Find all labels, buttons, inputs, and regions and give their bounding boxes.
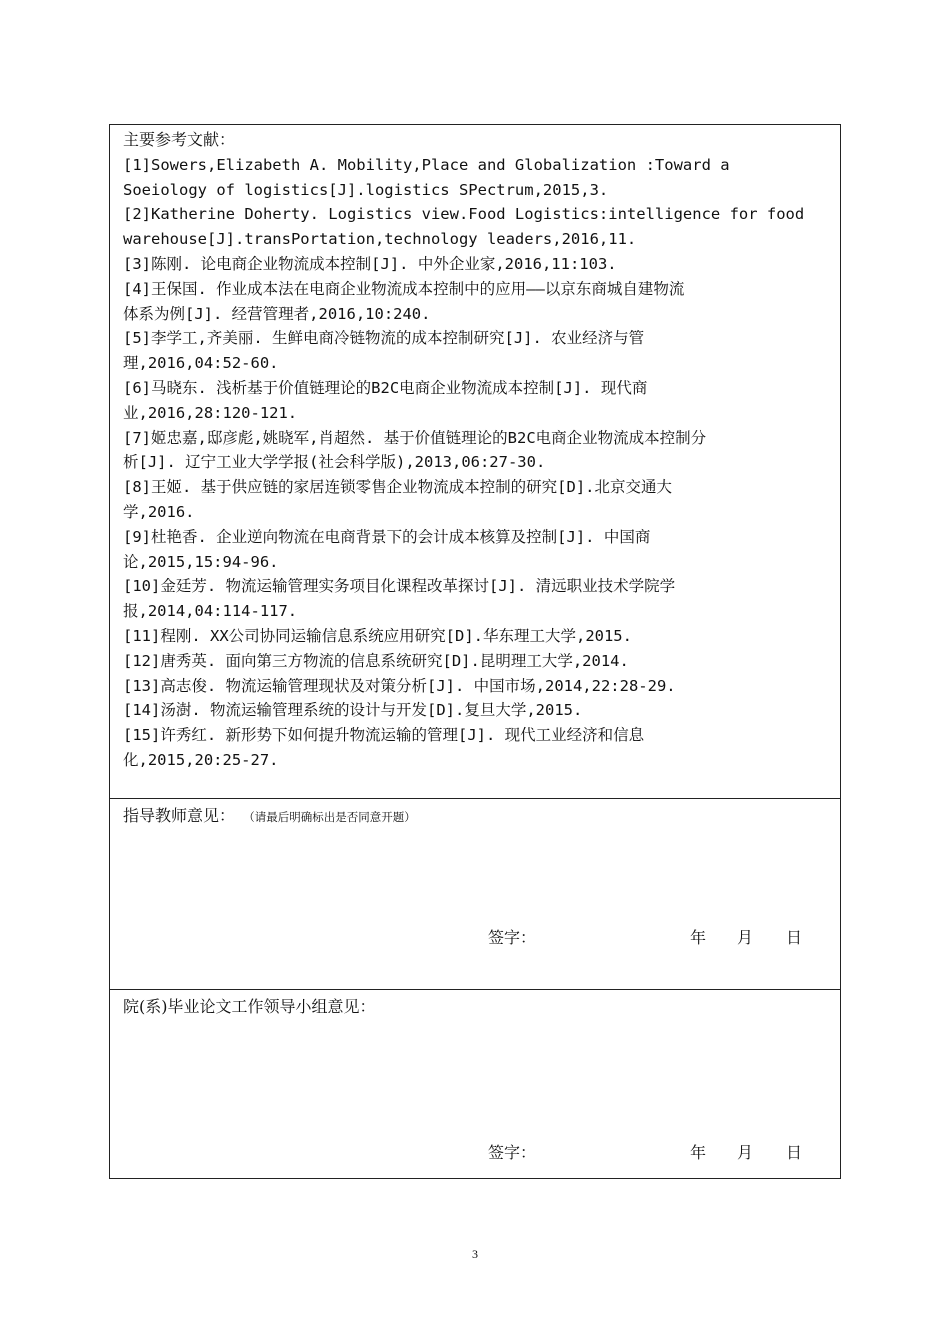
reference-line: [9]杜艳香. 企业逆向物流在电商背景下的会计成本核算及控制[J]. 中国商 xyxy=(123,527,651,546)
dept-signature-label: 签字： xyxy=(488,1143,537,1162)
reference-line: [14]汤澍. 物流运输管理系统的设计与开发[D].复旦大学,2015. xyxy=(123,701,583,720)
reference-line: 析[J]. 辽宁工业大学学报(社会科学版),2013,06:27-30. xyxy=(123,453,546,472)
reference-line: 化,2015,20:25-27. xyxy=(123,750,279,769)
reference-line: 体系为例[J]. 经营管理者,2016,10:240. xyxy=(123,304,431,323)
reference-line: [15]许秀红. 新形势下如何提升物流运输的管理[J]. 现代工业经济和信息 xyxy=(123,726,645,745)
reference-line: [13]高志俊. 物流运输管理现状及对策分析[J]. 中国市场,2014,22:28-29. xyxy=(123,676,676,695)
teacher-opinion-section xyxy=(110,799,840,990)
reference-line: [6]马晓东. 浅析基于价值链理论的B2C电商企业物流成本控制[J]. 现代商 xyxy=(123,378,648,397)
reference-line: [10]金廷芳. 物流运输管理实务项目化课程改革探讨[J]. 清远职业技术学院学 xyxy=(123,577,676,596)
reference-line: [2]Katherine Doherty. Logistics view.Food Logistics:intelligence for food xyxy=(123,205,805,224)
references-heading: 主要参考文献： xyxy=(123,130,236,149)
references-section xyxy=(110,125,840,799)
teacher-date-month: 月 xyxy=(737,928,754,947)
reference-line: 论,2015,15:94-96. xyxy=(123,552,279,571)
teacher-date-day: 日 xyxy=(786,928,803,947)
reference-line: warehouse[J].transPortation,technology leaders,2016,11. xyxy=(123,230,637,249)
reference-line: Soeiology of logistics[J].logistics SPectrum,2015,3. xyxy=(123,180,609,199)
dept-opinion-section xyxy=(110,990,840,1180)
teacher-signature-label: 签字： xyxy=(488,928,537,947)
teacher-date-year: 年 xyxy=(690,928,707,947)
reference-line: [7]姬忠嘉,邸彦彪,姚晓军,肖超然. 基于价值链理论的B2C电商企业物流成本控制分 xyxy=(123,428,707,447)
reference-line: [11]程刚. XX公司协同运输信息系统应用研究[D].华东理工大学,2015. xyxy=(123,626,632,645)
dept-date-year: 年 xyxy=(690,1143,707,1162)
reference-line: [3]陈刚. 论电商企业物流成本控制[J]. 中外企业家,2016,11:103. xyxy=(123,254,617,273)
reference-line: [1]Sowers,Elizabeth A. Mobility,Place and Globalization :Toward a xyxy=(123,155,730,174)
proposal-form-table xyxy=(109,124,841,1179)
dept-opinion-title: 院(系)毕业论文工作领导小组意见： xyxy=(123,997,376,1016)
dept-date-day: 日 xyxy=(786,1143,803,1162)
teacher-opinion-hint: （请最后明确标出是否同意开题） xyxy=(249,810,416,824)
reference-line: 报,2014,04:114-117. xyxy=(123,602,298,621)
reference-line: 业,2016,28:120-121. xyxy=(123,403,298,422)
references-list xyxy=(123,153,840,773)
page-number: 3 xyxy=(472,1247,478,1261)
dept-date-month: 月 xyxy=(737,1143,754,1162)
reference-line: [8]王姬. 基于供应链的家居连锁零售企业物流成本控制的研究[D].北京交通大 xyxy=(123,478,672,497)
teacher-opinion-label: 指导教师意见： xyxy=(123,806,236,825)
reference-line: 学,2016. xyxy=(123,502,195,521)
reference-line: 理,2016,04:52-60. xyxy=(123,354,279,373)
reference-line: [12]唐秀英. 面向第三方物流的信息系统研究[D].昆明理工大学,2014. xyxy=(123,651,629,670)
teacher-opinion-title xyxy=(123,803,416,826)
reference-line: [5]李学工,齐美丽. 生鲜电商冷链物流的成本控制研究[J]. 农业经济与管 xyxy=(123,329,645,348)
reference-line: [4]王保国. 作业成本法在电商企业物流成本控制中的应用——以京东商城自建物流 xyxy=(123,279,685,298)
